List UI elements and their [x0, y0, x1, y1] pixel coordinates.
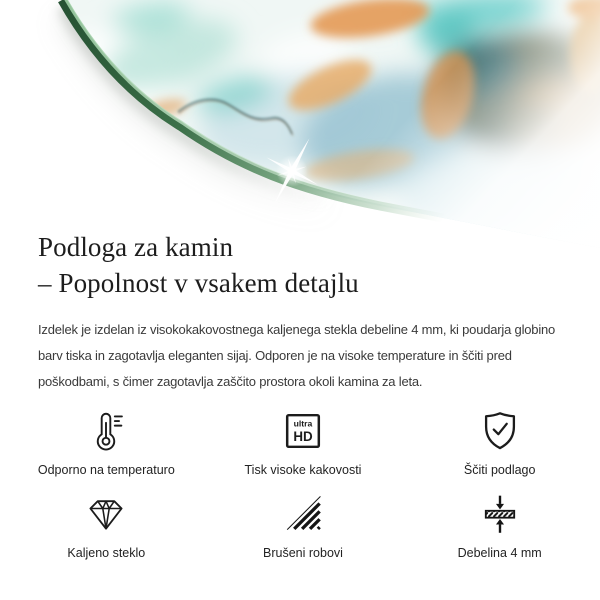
feature-grid	[8, 407, 598, 560]
thermometer-icon	[83, 407, 129, 454]
beveled-edges-icon	[282, 490, 324, 537]
feature-temperature-resistant	[8, 407, 205, 477]
thickness-icon	[478, 490, 522, 537]
feature-label: Ščiti podlago	[463, 463, 536, 477]
shield-check-icon	[477, 407, 523, 454]
ultra-hd-icon	[280, 407, 326, 454]
page-title	[38, 229, 568, 301]
feature-label: Odporno na temperaturo	[37, 463, 175, 477]
feature-label: Kaljeno steklo	[67, 546, 146, 560]
feature-print-quality	[205, 407, 402, 477]
title-line-1: Podloga za kamin	[38, 232, 234, 262]
feature-label: Brušeni robovi	[263, 546, 343, 560]
title-line-2: – Popolnost v vsakem detajlu	[38, 268, 359, 298]
feature-thickness	[401, 490, 598, 560]
feature-label: Tisk visoke kakovosti	[244, 463, 362, 477]
svg-text:HD: HD	[293, 428, 313, 444]
feature-protects-surface	[401, 407, 598, 477]
feature-tempered-glass	[8, 490, 205, 560]
diamond-icon	[84, 490, 128, 537]
product-description: Izdelek je izdelan iz visokokakovostnega kaljenega stekla debeline 4 mm, ki poudarja globino barv tiska in zagotavlja eleganten sijaj. Odporen je na visoke temperature in ščiti pred poškodbami, s čimer zagotavlja zaščito prostora okoli kamina za leta.	[38, 322, 556, 389]
feature-label: Debelina 4 mm	[457, 546, 542, 560]
feature-beveled-edges	[205, 490, 402, 560]
svg-text:ultra: ultra	[293, 418, 313, 429]
